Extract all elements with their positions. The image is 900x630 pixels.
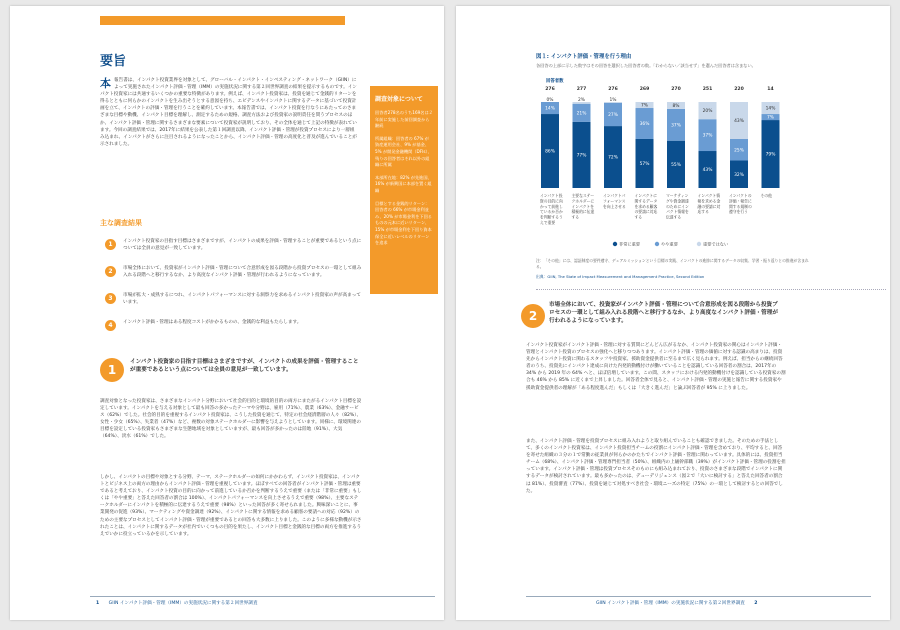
- data-label: 55%: [671, 162, 681, 168]
- finding-number-badge: 4: [105, 320, 116, 331]
- survey-info-item: 回答者278名のうち169名は２年前に実施した前回調査から継続: [375, 110, 433, 129]
- figure-title: 図１: インパクト評価・管理を行う理由: [536, 54, 632, 60]
- category-label: パクト情報を: [666, 209, 689, 215]
- data-label: 8%: [672, 104, 680, 110]
- data-label: 36%: [639, 122, 650, 128]
- data-label: 14%: [765, 106, 776, 112]
- category-label: を求める顧客: [634, 203, 658, 209]
- finding-item: [105, 238, 363, 258]
- footer-rule: [526, 596, 871, 597]
- category-label: ているか否か: [540, 209, 563, 215]
- data-label: 21%: [576, 111, 587, 117]
- category-label: インパクト投: [540, 193, 563, 198]
- finding-item: [105, 292, 363, 312]
- survey-info-title: 調査対象について: [375, 96, 423, 103]
- data-label: 37%: [671, 123, 681, 129]
- section-2-number-circle: 2: [521, 304, 545, 328]
- category-label: 評価・報告に: [729, 198, 752, 204]
- findings-heading: 主な調査結果: [100, 219, 142, 227]
- survey-info-item: 目標とする金銭的リターン：回答者の 66% が市場金利並み、20% が市場金利を下回るものの元本に近いリターン、15% が市場金利を下回り資本保全に近いレベルのリターンを追求: [375, 200, 432, 246]
- category-label: 応する: [697, 209, 709, 215]
- footer-text: GIIN インパクト評価・管理（IMM）の実施状況に関する第２回世界調査: [108, 601, 258, 606]
- category-label: インパクトに: [634, 193, 658, 198]
- finding-item: [105, 319, 363, 339]
- finding-item: [105, 265, 363, 285]
- category-label: インパクト情: [697, 193, 721, 198]
- survey-info-item: 本部所在地：82% が先進国、16% が新興国に本部を置く組織: [375, 174, 432, 193]
- stacked-bar-chart: [531, 74, 816, 254]
- respondent-count: 220: [734, 87, 744, 92]
- data-label: 0%: [546, 97, 554, 103]
- category-label: する: [571, 214, 580, 220]
- data-label: 1%: [609, 97, 617, 103]
- intro-text: 報告書は、インパクト投資業界を対象として、グローバル・インパクト・インベスティング・ネットワーク（GIIN）によって実施されたインパクト評価・管理（IMM）の実施状況に関する第２回世界調査の結果を提示するものです。インパクト投資家には共通するいくつかの重要な特徴があります。例えば、インパクト投資家は、投資を通じて金銭的リターンを得るとともに何らかのインパクトを生み出そうとする意図を持ち、エビデンスやインパクトに関するデータに基づいて投資計画を立て、インパクトの評価・管理を行うことを確約しています。本報告書では、インパクト投資を行なうにあたってのさまざまな目標や動機、インパクト目標を理解し、測定するための規格、調査方法および投資家の説明責任を問うプロセスのほか、インパクト評価・管理に関するさまざまな要素について投資家が説明しており、その全体を通じて上記の特徴が表れています。今回の調査結果では、2017年に結果を公表した第１回調査以降、インパクト評価・管理が投資プロセスにより一層組み込まれ、インパクトがさらに注目されるようになったことから、インパクト評価・管理の高度化と普及が進んでいることが示されました。: [100, 78, 357, 147]
- respondent-count: 14: [767, 87, 774, 92]
- data-label: 14%: [545, 106, 555, 112]
- section-2-paragraph-1: インパクト投資家がインパクト評価・管理に対する質問にどんどん広がるなか、インパクト投資家の関心はインパクト評価・管理とインパクト投資のプロセスの強化へと移りつつあります。インパクト評価・管理の価値に対する認識の高まりは、投資先からインパクト投資に関わるスタッフや投資家、援助資金提供者に至るまで広く見られます。例えば、担当からの継続回答者のうち、投資先にインパクト達成に向けた内発的動機付けが働いていることを認識している回答者の割合は、2017年の 34% から 2019 年の 64% へと、ほぼ倍増しています。この間、スタッフにおける内発的動機付けを認識している投資家の割合も 46% から 85% に近くまで上昇しました。回答者全体で見ると、インパクト評価・管理の実施と報告に関する投資家や援助資金提供者の理解が「ある程度進んだ」もしくは「大きく進んだ」と論ぶ回答者が 95% に上りました。: [526, 343, 786, 391]
- page-title: 要旨: [100, 54, 127, 69]
- category-label: する: [634, 214, 643, 220]
- category-label: 資の目的に向: [540, 198, 563, 204]
- category-label: クホルダーに: [571, 198, 595, 204]
- legend-swatch: [655, 242, 659, 246]
- data-label: 72%: [608, 155, 618, 161]
- finding-number-badge: 1: [105, 239, 116, 250]
- category-label: の要請に対応: [634, 209, 658, 215]
- section-2-paragraph-2: また、インパクト評価・管理を投資プロセスに組み入れようと取り組んでいることも確認できました。そのための手法として、多くのインパクト投資家は、インパクト投資担当チームの役割にインパクト評価・管理を含めており、平均すると、回答を寄せた組織の３分の１で常勤の従業員が何らかのかたちでインパクト評価・管理に関わっています。具体的には、投資担当チーム（68%）、インパクト評価・管理専門担当者（50%）、組織内の上級幹部職（39%）がインパクト評価・管理の役割を担っています。インパクト評価・管理は投資プロセスそのものにも組み込まれており、投資のさまざまな段階でインパクトに関するデータが検討されています。最も多かったのは、デューデリジェンス（図２で「大いに検討する」と答えた回答者の割合は 81%）、投資審査（77%）、投資を通じて対処すべき社会・環境ニーズの特定（75%）の一環として検討するとの回答でした。: [526, 439, 786, 494]
- category-label: 遵守を行う: [729, 209, 748, 215]
- respondent-count: 269: [639, 87, 650, 92]
- finding-text: 市場が拡大・成熟するにつれ、インパクトパフォーマンスに対する洞察力を求めるインパクト投資家の声が高まっています。: [123, 293, 361, 306]
- legend-label: 重要ではない: [703, 241, 729, 247]
- category-label: 積極的に伝達: [571, 209, 595, 215]
- footer: [96, 600, 257, 606]
- finding-text: インパクト投資家の目指す目標はさまざまですが、インパクトの成果を評価・管理することが重要であるという点については全員の意見が一致しています。: [123, 239, 362, 252]
- category-label: のためにイン: [666, 203, 689, 209]
- left-page: [10, 6, 444, 620]
- data-label: 79%: [765, 152, 776, 158]
- respondent-count: 276: [545, 87, 555, 92]
- footer-text: GIIN インパクト評価・管理（IMM）の実施状況に関する第２回世界調査: [596, 601, 745, 606]
- data-label: 37%: [702, 133, 713, 139]
- chart-note: 注：「その他」には、認証制度の要件遵守、デュアルミッションという目標の実践、インパクトの進捗に関するデータの収集、学習・振り返りとの推進が含まれる。: [536, 258, 809, 269]
- section-1-number-circle: 1: [100, 358, 124, 382]
- category-label: 関するデータ: [634, 198, 658, 204]
- section-1-heading: インパクト投資家の目指す目標はさまざまですが、インパクトの成果を評価・管理することが重要であるという点については全員の意見が一致しています。: [130, 359, 359, 373]
- data-label: 2%: [578, 97, 585, 103]
- category-label: 主要なステー: [571, 193, 595, 198]
- respondent-count: 277: [576, 87, 587, 92]
- category-label: 伝達する: [666, 214, 682, 220]
- finding-text: 市場全体において、投資家がインパクト評価・管理について合意形成を図る段階から投資プロセスの一環として組み入れる段階へと移行するなか、より高度なインパクト評価・管理が行われるようになっています。: [123, 266, 362, 279]
- data-label: 20%: [702, 109, 713, 115]
- category-label: マーケティン: [666, 193, 689, 198]
- survey-info-box: [370, 86, 438, 294]
- footer: [596, 600, 765, 606]
- category-label: インパクトを: [571, 203, 595, 209]
- category-label: 融の要請に対: [697, 203, 721, 209]
- category-label: インパクトパ: [603, 193, 626, 198]
- respondent-count: 251: [702, 87, 713, 92]
- respondent-count-label: 回答者数: [546, 79, 564, 84]
- section-1-paragraph-2: しかし、インパクトの目標や対象とする分野、テーマ、ステークホルダーの如何にかかわらず、インパクト投資家は、インパクトとビジネス上の両方の理由からインパクト評価・管理を重視しています。ほぼすべての回答者がインパクト評価・管理は重要であると考えており、インパクト投資の目的に向かって前進しているか否かを判断するうえで重要（または「非常に重要」もしくは「やや重要」と答えた回答者の割合は 100%）、インパクトパフォーマンスを向上させるうえで重要（98%）、主要なステークホルダーにインパクトを積極的に伝達するうえで重要（98%）といった回答が多く寄せられました。興味深いことに、事業開発の促進（93%）、マーケティングや資金調達（92%）、インパクトに関する情報を求める顧客の要請への対応（92%）のための主要なプロセスとしてインパクト評価・管理が重要であるとの回答も大多数に上りました。このように多様な動機が示されたことは、インパクトに関するデータが社内でいくつもの目的を果たし、インパクト目標と金銭的な目標の両方を推進するうえでいかに役立っているかを示しています。: [100, 475, 362, 537]
- data-label: 43%: [702, 168, 713, 174]
- intro-paragraph: [100, 77, 358, 148]
- category-label: えで重要: [540, 220, 556, 225]
- page-number: 1: [96, 601, 100, 606]
- data-label: 43%: [734, 119, 744, 125]
- intro-dropcap: 本: [100, 77, 111, 90]
- finding-number-badge: 3: [105, 293, 116, 304]
- findings-list: [105, 238, 363, 346]
- section-2-heading: 市場全体において、投資家がインパクト評価・管理について合意形成を図る段階から投資プロセスの一環として組み入れる段階へと移行するなか、より高度なインパクト評価・管理が行われるようになっています。: [549, 302, 778, 324]
- finding-text: インパクト評価・管理はある程度コストがかかるものの、金銭的な利益もたらします。: [123, 320, 302, 325]
- category-label: インパクトの: [729, 193, 752, 198]
- data-label: 86%: [545, 149, 555, 155]
- data-label: 32%: [734, 172, 744, 178]
- category-label: を判断するう: [540, 214, 563, 220]
- legend-swatch: [697, 242, 701, 246]
- data-label: 7%: [767, 115, 774, 121]
- data-label: 77%: [576, 153, 587, 159]
- chart-source: 出典：GIIN, The State of Impact Measurement and Management Practice, Second Edition: [536, 274, 705, 279]
- data-label: 27%: [608, 113, 618, 119]
- right-page: [456, 6, 890, 620]
- data-label: 57%: [639, 162, 650, 168]
- legend-swatch: [613, 242, 617, 246]
- category-label: その他: [760, 193, 772, 198]
- respondent-count: 270: [671, 87, 681, 92]
- category-label: フォーマンス: [603, 198, 626, 204]
- finding-number-badge: 2: [105, 266, 116, 277]
- data-label: 7%: [641, 103, 648, 109]
- divider: [536, 289, 886, 290]
- header-accent-bar: [100, 16, 345, 25]
- category-label: 報を求める金: [697, 198, 721, 204]
- legend-label: 非常に重要: [619, 241, 640, 247]
- category-label: 関する規制の: [729, 203, 752, 209]
- survey-info-item: 所属組織：回答者の 67% が資産運用会社、9% が基金、5% が開発金融機関（DFIs）、残りの回答者はそれ以外の組織に所属: [375, 135, 432, 168]
- section-1-paragraph-1: 調査対象となった投資家は、さまざまなインパクト分野において社会的目的と環境的目的の両方にまたがるインパクト目標を設定しています。インパクトを与える対象として最も回答の多かったテーマや分野は、雇用（71%）、農業（63%）、金融サービス（62%）でした。社会的目的を重視するインパクト投資家は、こうした投資を通じて、特定の社会経済階層の人々（82%）、女性・少女（65%）、失業者（47%）など、複数の対象ステークホルダーに影響を与えようとしています。同様に、環境関連の目標を設定している投資家もさまざまな生態地域を対象としていますが、最も回答が多かったのは陸地（91%）、大気（64%）、淡水（61%）でした。: [100, 399, 362, 440]
- respondent-count: 276: [608, 87, 618, 92]
- legend-label: やや重要: [661, 241, 678, 247]
- page-number: 2: [754, 601, 758, 606]
- category-label: を向上させる: [603, 203, 626, 209]
- data-label: 25%: [734, 148, 744, 154]
- footer-rule: [90, 596, 435, 597]
- category-label: グや資金調達: [666, 198, 689, 204]
- category-label: かって前進し: [540, 203, 563, 209]
- figure-subtitle: 各回答の上部に示した数字はその回答を選択した回答者の数。「わからない／該当せず」を選んだ回答者は含まない。: [536, 63, 756, 68]
